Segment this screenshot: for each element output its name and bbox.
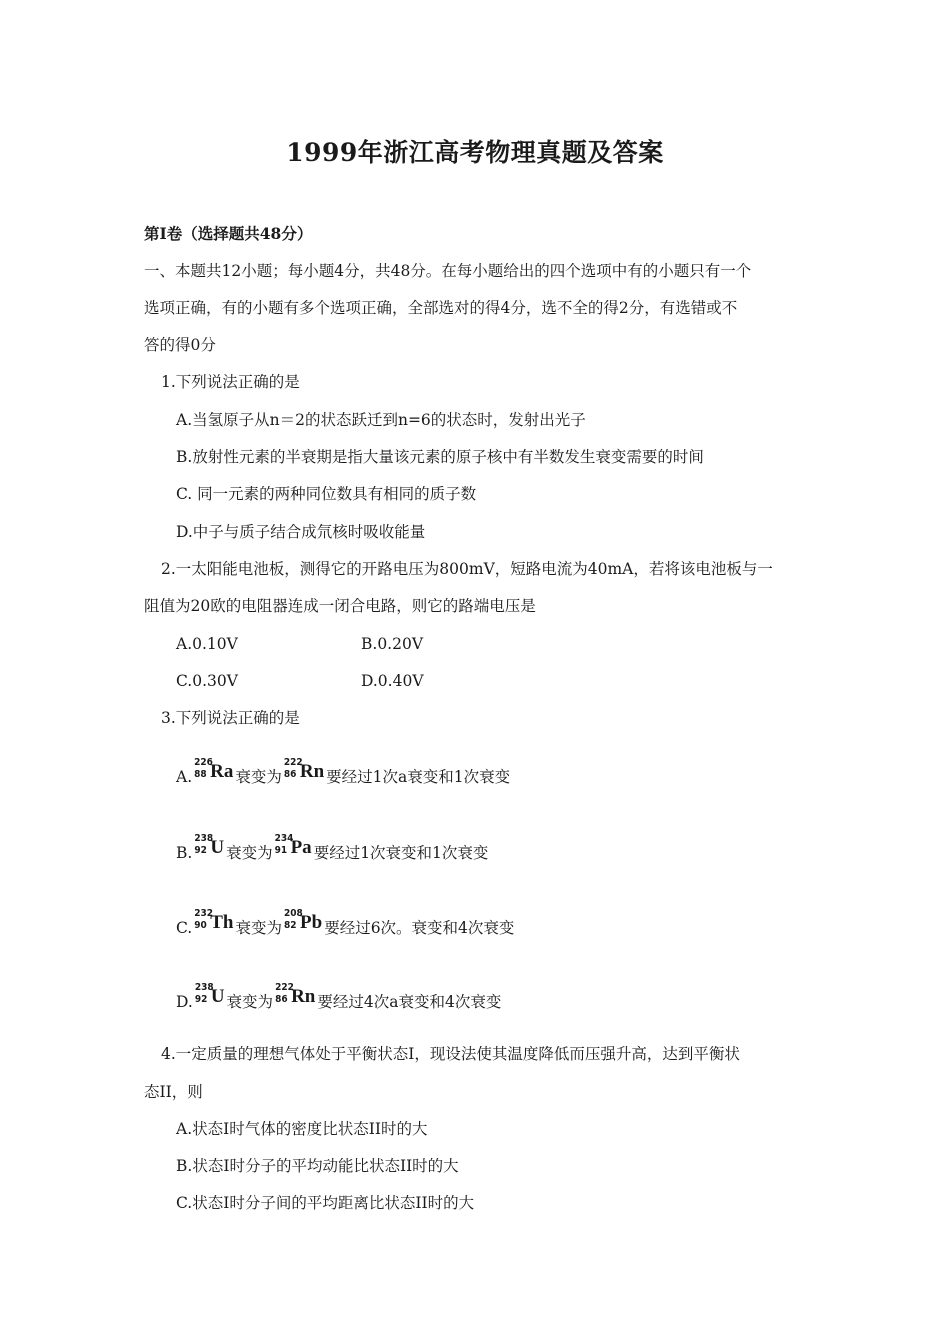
- q2-option-b: B.0.20V: [361, 635, 424, 653]
- nuclide-symbol: [283, 757, 325, 787]
- q4-option-a: A.状态I时气体的密度比状态II时的大: [176, 1120, 428, 1138]
- q1-option-d: D.中子与质子结合成氘核时吸收能量: [176, 523, 426, 541]
- atomic-number: 90: [194, 920, 207, 931]
- mass-number: 222: [283, 757, 303, 768]
- decay-verb: 衰变为: [235, 919, 282, 937]
- element-symbol: Rn: [291, 986, 316, 1007]
- mass-number: 208: [284, 908, 303, 919]
- q1-option-a: A.当氢原子从n＝2的状态跃迁到n=6的状态时，发射出光子: [176, 411, 586, 429]
- option-label: B.: [176, 844, 193, 862]
- q1-option-b: B.放射性元素的半衰期是指大量该元素的原子核中有半数发生衰变需要的时间: [176, 448, 704, 466]
- mass-number: 222: [275, 982, 294, 993]
- mass-number: 234: [274, 833, 294, 844]
- atomic-number: 92: [194, 845, 207, 856]
- q3-option-c: [176, 908, 515, 938]
- option-label: A.: [176, 768, 193, 786]
- mass-number: 232: [194, 908, 214, 919]
- q1-stem: 1.下列说法正确的是: [161, 373, 300, 391]
- q2-option-a: A.0.10V: [176, 635, 238, 653]
- mass-number: 226: [194, 757, 213, 768]
- option-label: C.: [176, 919, 193, 937]
- document-title: 1999年浙江高考物理真题及答案: [286, 138, 664, 167]
- decay-verb: 衰变为: [226, 844, 273, 862]
- element-symbol: Ra: [210, 761, 234, 782]
- decay-verb: 衰变为: [235, 768, 282, 786]
- intro-line-1: 一、本题共12小题；每小题4分，共48分。在每小题给出的四个选项中有的小题只有一个: [144, 262, 752, 280]
- element-symbol: Rn: [299, 761, 325, 782]
- atomic-number: 86: [275, 994, 288, 1005]
- q4-stem-line-1: 4.一定质量的理想气体处于平衡状态I，现设法使其温度降低而压强升高，达到平衡状: [161, 1045, 740, 1063]
- q3-option-b: [176, 833, 489, 863]
- q2-stem-line-1: 2.一太阳能电池板，测得它的开路电压为800mV，短路电流为40mA，若将该电池板与一: [161, 560, 773, 578]
- element-symbol: Pa: [290, 837, 312, 858]
- option-tail: 要经过6次。衰变和4次衰变: [324, 919, 515, 937]
- nuclide-symbol: [284, 908, 323, 938]
- option-tail: 要经过1次衰变和1次衰变: [313, 844, 489, 862]
- q1-option-c: C. 同一元素的两种同位数具有相同的质子数: [176, 485, 477, 503]
- q4-option-b: B.状态I时分子的平均动能比状态II时的大: [176, 1157, 459, 1175]
- option-tail: 要经过1次a衰变和1次衰变: [326, 768, 511, 786]
- decay-verb: 衰变为: [226, 993, 274, 1011]
- atomic-number: 88: [194, 769, 207, 780]
- nuclide-symbol: [194, 908, 234, 938]
- section-heading: 第Ⅰ卷（选择题共48分）: [144, 224, 313, 243]
- intro-line-2: 选项正确，有的小题有多个选项正确，全部选对的得4分，选不全的得2分，有选错或不: [144, 299, 738, 317]
- element-symbol: Pb: [300, 912, 323, 933]
- option-tail: 要经过4次a衰变和4次衰变: [317, 993, 502, 1011]
- option-label: D.: [176, 993, 193, 1011]
- nuclide-symbol: [275, 982, 316, 1012]
- q3-option-d: [176, 982, 502, 1012]
- element-symbol: U: [210, 986, 225, 1007]
- atomic-number: 92: [194, 994, 208, 1005]
- element-symbol: Th: [210, 912, 234, 933]
- nuclide-symbol: [274, 833, 312, 863]
- mass-number: 238: [194, 982, 214, 993]
- intro-line-3: 答的得0分: [144, 336, 216, 354]
- q4-stem-line-2: 态II，则: [144, 1083, 203, 1101]
- nuclide-symbol: [194, 757, 234, 787]
- q2-option-d: D.0.40V: [361, 672, 424, 690]
- q2-stem-line-2: 阻值为20欧的电阻器连成一闭合电路，则它的路端电压是: [144, 597, 536, 615]
- atomic-number: 91: [274, 845, 288, 856]
- q3-option-a: [176, 757, 511, 787]
- q3-stem: 3.下列说法正确的是: [161, 709, 300, 727]
- atomic-number: 82: [284, 920, 297, 931]
- nuclide-symbol: [194, 982, 225, 1012]
- mass-number: 238: [194, 833, 214, 844]
- atomic-number: 86: [283, 769, 297, 780]
- element-symbol: U: [210, 837, 225, 858]
- q2-option-c: C.0.30V: [176, 672, 238, 690]
- q4-option-c: C.状态I时分子间的平均距离比状态II时的大: [176, 1194, 475, 1212]
- nuclide-symbol: [194, 833, 225, 863]
